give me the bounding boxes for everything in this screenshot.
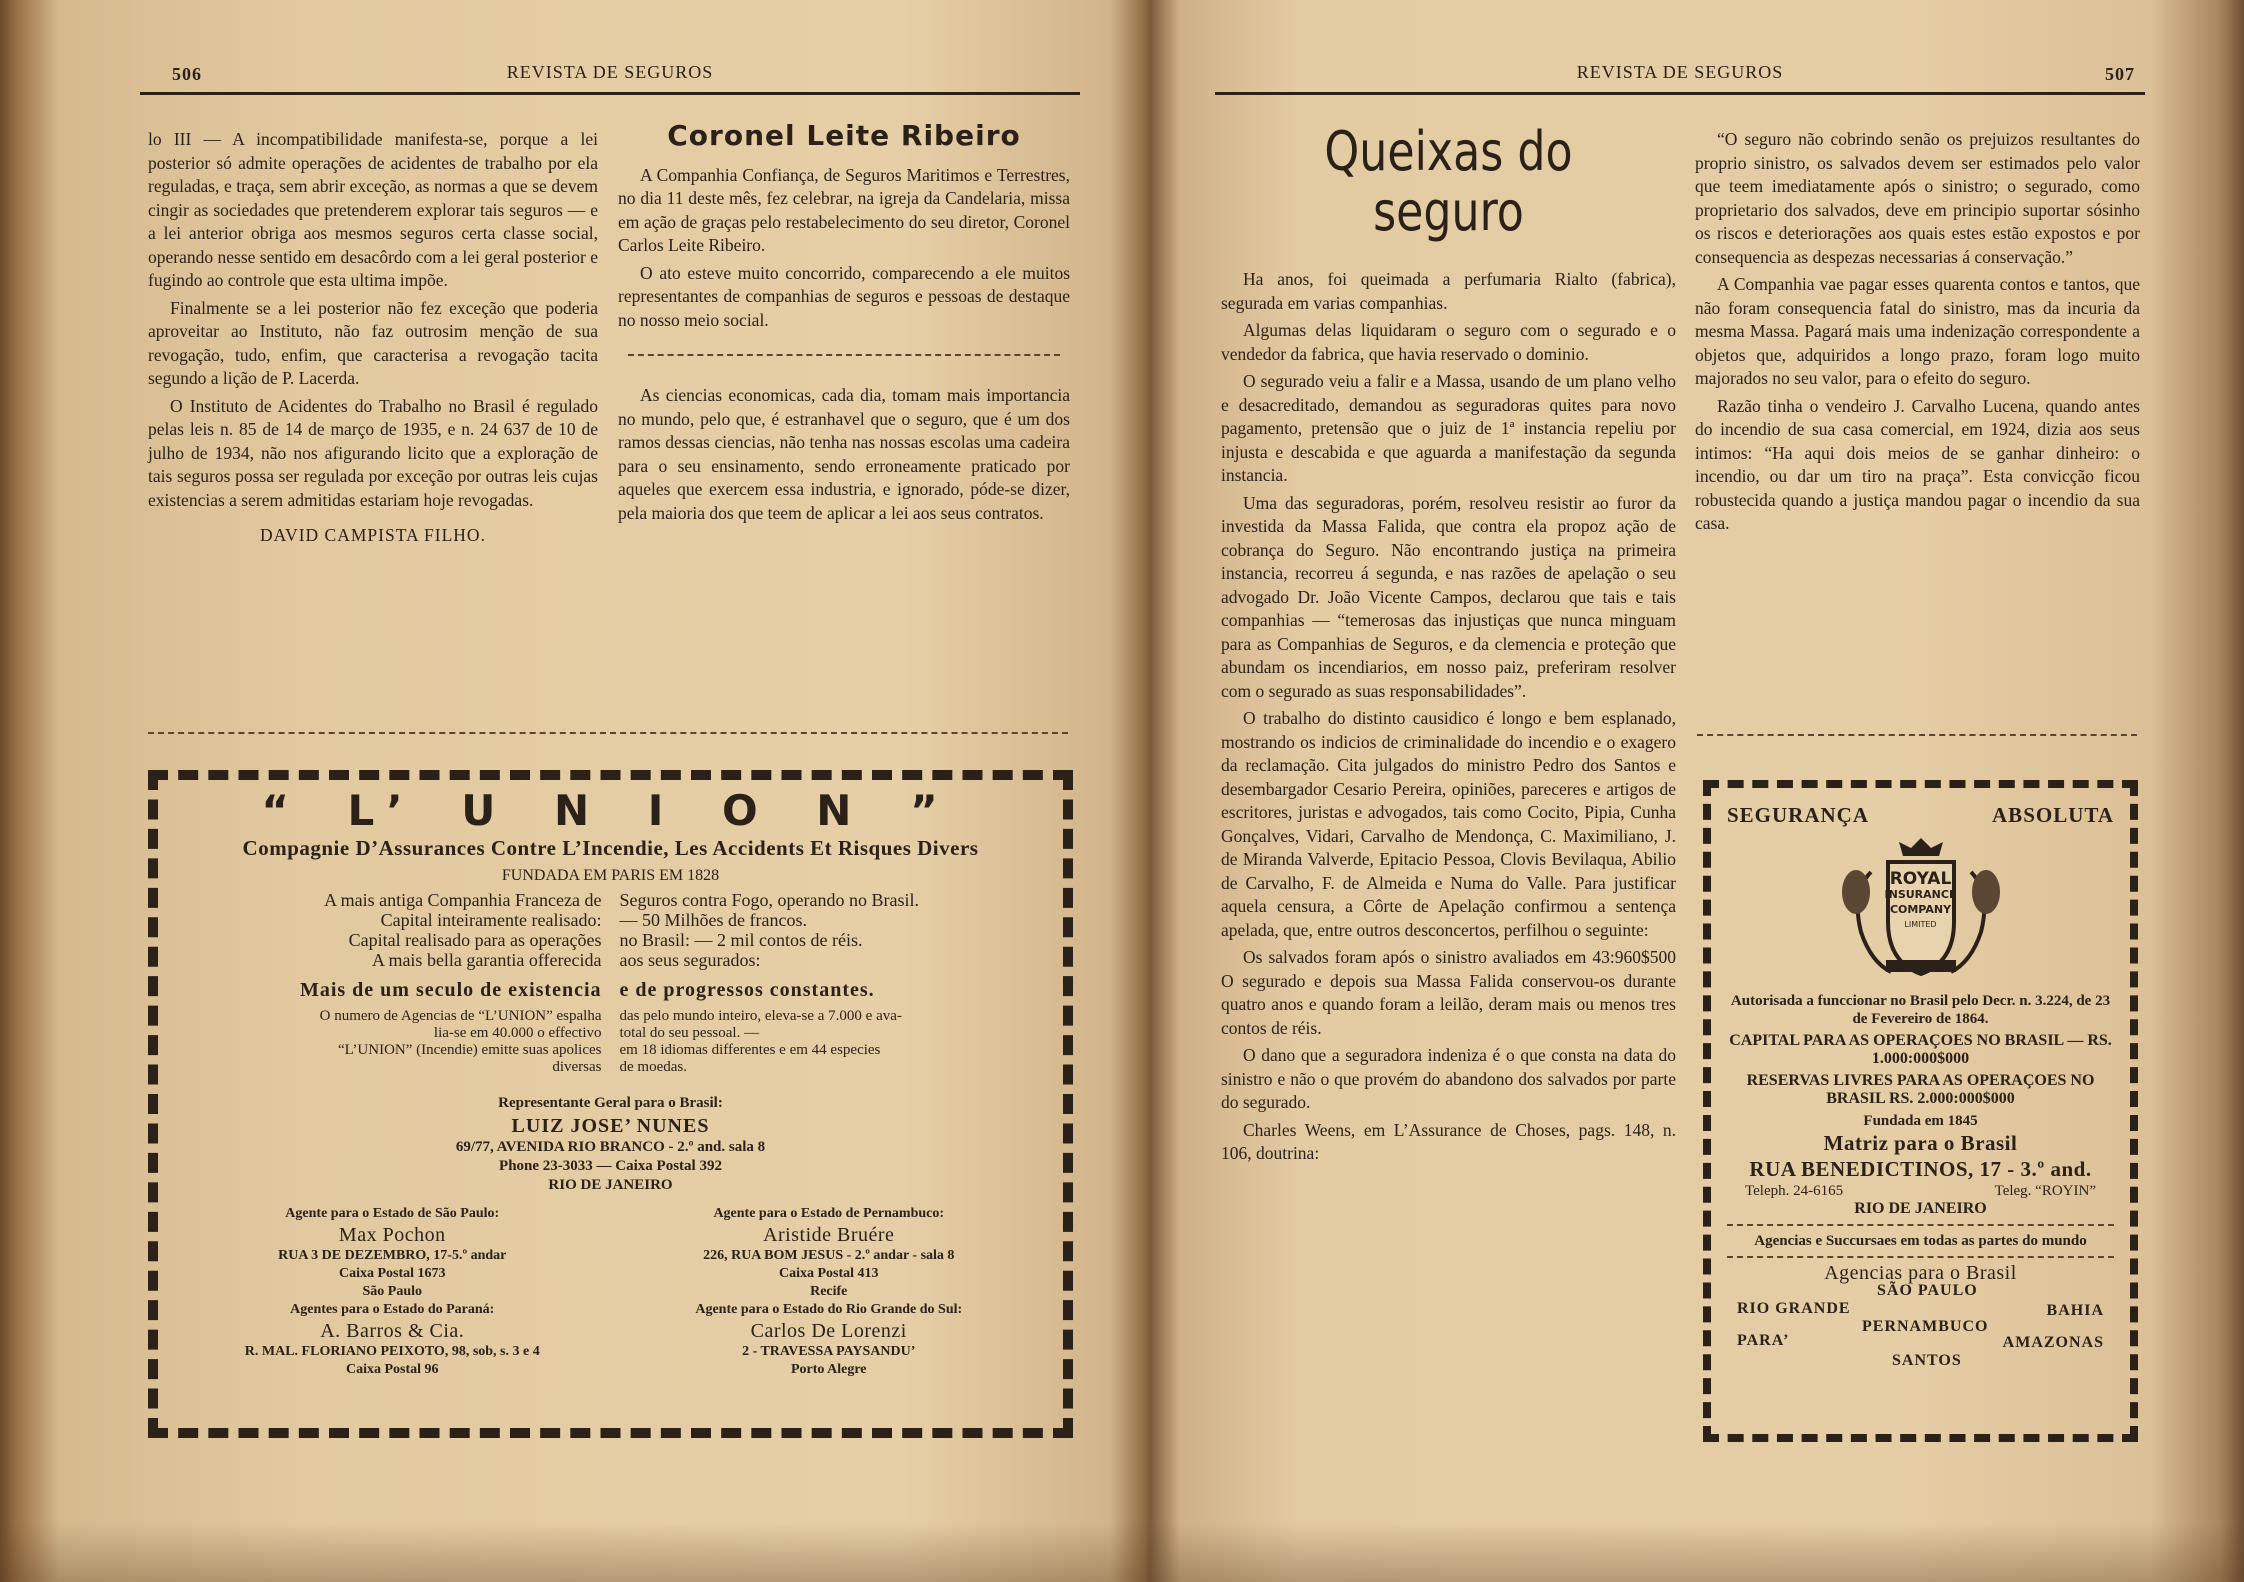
ad-text: Caixa Postal 413 (778, 1266, 879, 1281)
ad-text: SEGURANÇA (1727, 803, 1870, 827)
ad-text: lia-se em 40.000 o effectivo (433, 1025, 602, 1041)
running-title: REVISTA DE SEGUROS (506, 62, 714, 82)
agent-block (184, 1205, 601, 1301)
divider (148, 732, 1068, 734)
ad-text: RIO DE JANEIRO (1854, 1200, 1987, 1217)
paragraph: O segurado veiu a falir e a Massa, usando de um plano velho e desacreditado, demandou as seguradoras quites para novo pagamento, pretensão que o juiz de 1ª instancia repeliu por injusta e descabida e que aguarda a manifestação da segunda instancia. (1221, 371, 1676, 485)
ad-text: de moedas. (619, 1059, 687, 1075)
ad-text: 226, RUA BOM JESUS - 2.º andar - sala 8 (703, 1248, 955, 1263)
paragraph: Algumas delas liquidaram o seguro com o segurado e o vendedor da fabrica, que havia reservado o dominio. (1221, 320, 1676, 364)
ad-text: RUA 3 DE DEZEMBRO, 17-5.º andar (278, 1248, 507, 1263)
header-rule (140, 92, 1080, 95)
ad-text: ABSOLUTA (1992, 803, 2114, 827)
ad-rep-name: LUIZ JOSE’ NUNES (511, 1115, 710, 1137)
paragraph: Finalmente se a lei posterior não fez exceção que poderia aproveitar ao Instituto, não faz outrosim menção de sua revogação, tudo, enfim, que caracterisa a revogação tacita segundo a lição de P. Lacerda. (148, 297, 598, 388)
city: SANTOS (1892, 1352, 1962, 1369)
ad-text: ROYAL (1889, 869, 1952, 889)
page-number: 507 (2105, 64, 2135, 84)
advertisement-royal (1703, 780, 2138, 1442)
ad-text: Agencias para o Brasil (1824, 1262, 2017, 1284)
ad-text: no Brasil: — 2 mil contos de réis. (619, 930, 863, 950)
paragraph: A Companhia Confiança, de Seguros Maritimos e Terrestres, no dia 11 deste mês, fez celebrar, na igreja da Candelaria, missa em ação de graças pelo restabelecimento do seu diretor, Coronel Carlos Leite Ribeiro. (618, 164, 1070, 255)
ad-text: Teleg. “ROYIN” (1994, 1183, 2096, 1199)
ad-text: O numero de Agencias de “L’UNION” espalha (319, 1008, 602, 1024)
city: BAHIA (2046, 1302, 2104, 1319)
ad-slogan (184, 980, 1037, 1000)
ad-agencies (184, 1008, 1037, 1076)
ad-text: São Paulo (362, 1284, 422, 1299)
ad-text: — 50 Milhões de francos. (619, 910, 807, 930)
city: RIO GRANDE (1737, 1300, 1851, 1317)
ad-text: Mais de um seculo de existencia (299, 979, 602, 1001)
agent-block (184, 1301, 601, 1379)
ad-text: Capital inteiramente realisado: (380, 910, 602, 930)
agent-block (621, 1301, 1038, 1379)
ad-text: 69/77, AVENIDA RIO BRANCO - 2.º and. sala 8 (455, 1139, 766, 1155)
article-coronel (618, 119, 1070, 529)
city: SÃO PAULO (1877, 1282, 1978, 1299)
ad-text: Phone 23-3033 — Caixa Postal 392 (499, 1158, 722, 1174)
ad-text: Recife (810, 1284, 848, 1299)
article-continuation (148, 128, 598, 548)
paragraph: O ato esteve muito concorrido, comparecendo a ele muitos representantes de companhias de seguros e pessoas de destaque no nosso meio social. (618, 262, 1070, 330)
ad-text: Caixa Postal 1673 (338, 1266, 446, 1281)
agent-block (621, 1205, 1038, 1301)
city: PARA’ (1737, 1332, 1790, 1349)
right-page (1215, 0, 2145, 1582)
agent-name: Max Pochon (338, 1224, 446, 1246)
paragraph: Charles Weens, em L’Assurance de Choses, pags. 148, n. 106, doutrina: (1221, 1119, 1676, 1163)
ad-text: Fundada em 1845 (1863, 1113, 1978, 1129)
divider (1727, 1256, 2114, 1258)
page-number: 506 (172, 64, 202, 84)
article-queixas-continued (1695, 128, 2140, 540)
paragraph: lo III — A incompatibilidade manifesta-se, porque a lei posterior só admite operações de acidentes de trabalho por ela reguladas, e traça, sem abrir exceção, as normas a que se devem cingir as sociedades que pretenderem explorar tais seguros — e a lei anterior obriga aos mesmos seguros certa classe social, operando nesse sentido em desacôrdo com a lei geral posterior e fugindo ao controle que esta ultima impõe. (148, 129, 598, 290)
ad-header (1727, 803, 2114, 827)
ad-text: A mais bella garantia offerecida (371, 950, 602, 970)
ad-text: RUA BENEDICTINOS, 17 - 3.º and. (1749, 1157, 2092, 1181)
ad-text: Seguros contra Fogo, operando no Brasil. (619, 890, 919, 910)
paragraph: As ciencias economicas, cada dia, tomam mais importancia no mundo, pelo que, é estranhavel que o seguro, que é um dos ramos dessas ciencias, não tenha nas nossas escolas uma cadeira para o seu ensinamento, sendo erroneamente praticado por aqueles que exercem essa industria, e ignorado, póde-se dizer, pela maioria dos que teem de aplicar a lei aos seus contratos. (618, 385, 1070, 523)
ad-text: 2 - TRAVESSA PAYSANDU’ (742, 1344, 916, 1359)
ad-text: aos seus segurados: (619, 950, 761, 970)
ad-text: Autorisada a funccionar no Brasil pelo Decr. n. 3.224, de 23 de Fevereiro de 1864. (1730, 993, 2111, 1027)
ad-agents (184, 1205, 1037, 1379)
article-queixas (1221, 122, 1676, 1170)
ad-text: Agentes para o Estado do Paraná: (290, 1302, 495, 1317)
divider (1697, 734, 2137, 736)
running-head-right (1215, 62, 2145, 88)
ad-text: RESERVAS LIVRES PARA AS OPERAÇOES NO BRASIL RS. 2.000:000$000 (1746, 1072, 2095, 1107)
ad-text: Matriz para o Brasil (1823, 1131, 2018, 1155)
divider (628, 354, 1060, 356)
ad-text: Representante Geral para o Brasil: (498, 1095, 723, 1111)
ad-representative (184, 1094, 1037, 1195)
agent-name: Aristide Bruére (763, 1224, 895, 1246)
ad-cities (1727, 1282, 2114, 1372)
ad-text: Porto Alegre (790, 1362, 867, 1377)
signature: DAVID CAMPISTA FILHO. (260, 525, 486, 545)
ad-text: em 18 idiomas differentes e em 44 especies (619, 1042, 881, 1058)
ad-text: Caixa Postal 96 (345, 1362, 439, 1377)
paragraph: Razão tinha o vendeiro J. Carvalho Lucena, quando antes do incendio de sua casa comercial, em 1924, dizia aos seus intimos: “Ha aqui dois meios de se ganhar dinheiro: o incendio, ou dar um tiro na praça”. Esta convicção ficou robustecida quando a justiça mandou pagar o incendio da sua casa. (1695, 395, 2140, 533)
ad-text: CAPITAL PARA AS OPERAÇOES NO BRASIL — RS. 1.000:000$000 (1729, 1032, 2112, 1067)
ad-founded: FUNDADA EM PARIS EM 1828 (501, 867, 720, 884)
article-title: Coronel Leite Ribeiro (667, 119, 1021, 152)
paragraph: A Companhia vae pagar esses quarenta contos e tantos, que não foram consequencia fatal do sinistro, mas da incuria da mesma Massa. Pagará mais uma indenização correspondente a objetos que, adquiridos a longo prazo, foram logo muito majorados no seu valor, para o efeito do seguro. (1695, 274, 2140, 388)
ad-text: Capital realisado para as operações (348, 930, 602, 950)
agent-name: A. Barros & Cia. (320, 1320, 465, 1342)
ad-brand: “ L’ U N I O N ” (261, 786, 960, 835)
ad-text: Teleph. 24-6165 (1745, 1183, 1844, 1199)
royal-logo-text (1711, 858, 2130, 932)
paragraph: “O seguro não cobrindo senão os prejuizos resultantes do proprio sinistro, os salvados devem ser estimados pelo valor que teem imediatamente após o sinistro; o segurado, como proprietario dos salvados, deve em principio suportar sósinho os riscos e deteriorações aos quais estes estão expostos e por consequencia as despezas necessarias á conservação.” (1695, 129, 2140, 267)
ad-contacts (1727, 1182, 2114, 1200)
paragraph: Ha anos, foi queimada a perfumaria Rialto (fabrica), segurada em varias companhias. (1221, 269, 1676, 313)
running-head-left (140, 62, 1080, 88)
ad-intro (184, 890, 1037, 970)
ad-text: INSURANCE (1884, 888, 1957, 901)
ad-text: Agente para o Estado de São Paulo: (285, 1206, 500, 1221)
running-title: REVISTA DE SEGUROS (1576, 62, 1784, 82)
ad-text: RIO DE JANEIRO (548, 1177, 673, 1193)
ad-text: “L’UNION” (Incendie) emitte suas apolices (337, 1042, 602, 1058)
ad-text: Agencias e Succursaes em todas as partes do mundo (1754, 1233, 2087, 1249)
ad-text: e de progressos constantes. (619, 979, 875, 1001)
advertisement-lunion (148, 770, 1073, 1438)
ad-text: LIMITED (1904, 920, 1937, 929)
ad-subtitle: Compagnie D’Assurances Contre L’Incendie, Les Accidents Et Risques Divers (242, 836, 979, 860)
ad-text: COMPANY (1889, 903, 1952, 916)
ad-text: Agente para o Estado do Rio Grande do Sul: (695, 1302, 963, 1317)
ad-text: das pelo mundo inteiro, eleva-se a 7.000 e ava- (619, 1008, 902, 1024)
paragraph: Os salvados foram após o sinistro avaliados em 43:960$500 O segurado e depois sua Massa Falida conservou-os durante quatro anos e quando foram a leilão, deram mais ou menos tres contos de réis. (1221, 947, 1676, 1038)
ad-text: total do seu pessoal. — (619, 1025, 760, 1041)
agent-name: Carlos De Lorenzi (750, 1320, 907, 1342)
divider (1727, 1224, 2114, 1226)
ad-text: R. MAL. FLORIANO PEIXOTO, 98, sob, s. 3 e 4 (244, 1344, 540, 1359)
paragraph: O dano que a seguradora indeniza é o que consta na data do sinistro e não o que provém do abandono dos salvados por parte do segurado. (1221, 1045, 1676, 1112)
ad-text: A mais antiga Companhia Franceza de (324, 890, 602, 910)
left-page (140, 0, 1080, 1582)
paragraph: O trabalho do distinto causidico é longo e bem esplanado, mostrando os indicios de criminalidade do incendio e o exagero da reclamação. Cita julgados do ministro Pedro dos Santos e desembargador Cesario Pereira, opiniões, pareceres e artigos de escritores, juristas e advogados, tais como Cocito, Pipia, Cunha Gonçalves, Vidari, Carvalho de Mendonça, C. Maximiliano, J. de Miranda Valverde, Epitacio Pessoa, Clovis Bevilaqua, Abilio de Carvalho, F. de Almeida e Numa do Valle. Para justificar aquela censura, a Côrte de Apelação confirmou a sentença apelada, que, entre outros desconcertos, perfilhou o seguinte: (1221, 708, 1676, 940)
header-rule (1215, 92, 2145, 95)
paragraph: O Instituto de Acidentes do Trabalho no Brasil é regulado pelas leis n. 85 de 14 de março de 1935, e n. 24 637 de 10 de julho de 1934, não nos afigurando licito que a exploração de tais seguros possa ser regulada por exceção por outras leis cujas existencias a serem admitidas estariam hoje revogadas. (148, 395, 598, 510)
ad-text: Agente para o Estado de Pernambuco: (713, 1206, 945, 1221)
article-title: Queixas do seguro (1324, 120, 1573, 243)
paragraph: Uma das seguradoras, porém, resolveu resistir ao furor da investida da Massa Falida, que contra ela propoz ação de cobrança do Seguro. Não encontrando justiça na primeira instancia, recorreu á segunda, e nas razões de apelação o seu advogado Dr. João Vicente Campos, declarou que tais e tais companhias — “temerosas das injustiças que nunca minguam para as Companhias de Seguros, e da clemencia e proteção que abundam os incendiarios, em nosso paiz, preferiram resolver com o segurado as suas responsabilidades”. (1221, 492, 1676, 701)
city: AMAZONAS (2002, 1334, 2104, 1351)
ad-text: diversas (552, 1059, 602, 1075)
city: PERNAMBUCO (1862, 1318, 1989, 1335)
